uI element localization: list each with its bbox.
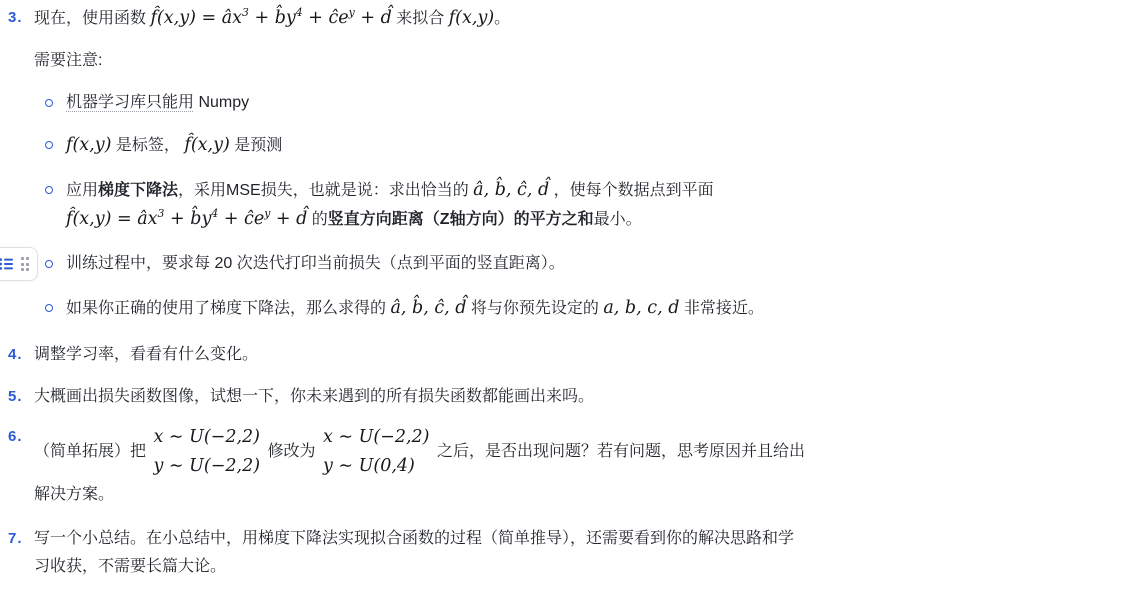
item-3-text: [34, 4, 1148, 33]
item-5-text: [34, 383, 1148, 411]
text-run: 写一个小总结。在小总结中，用梯度下降法实现拟合函数的过程（简单推导），还需要看到你的解决思路和学: [34, 530, 795, 547]
bullet-label-prediction-text: [66, 131, 1148, 160]
inline-math: f̂(x,y) = $âx^3$ + $b̂y^4$ + $ĉe^y$ + d̂: [150, 6, 392, 28]
text-run: 之后，是否出现问题？若有问题，思考原因并且给出: [432, 443, 805, 461]
text-run: 大概画出损失函数图像，试想一下，你未来遇到的所有损失函数都能画出来吗。: [34, 388, 595, 405]
text-run: ，采用MSE损失，也就是说：求出恰当的: [178, 182, 474, 199]
list-number-7: 7.: [8, 530, 23, 547]
bullet-close-params-text: [66, 294, 1148, 323]
block-handle-toolbar[interactable]: [0, 247, 38, 281]
bullet-print-loss: [34, 250, 1148, 278]
list-number-4: 4.: [8, 346, 23, 363]
text-run: 机器学习库只能用: [66, 94, 195, 111]
list-number-5: 5.: [8, 388, 23, 405]
list-item-4: [8, 341, 1148, 369]
bullet-marker-icon: [34, 250, 66, 268]
text-run: 非常接近。: [679, 300, 764, 317]
text-run: 梯度下降法: [98, 182, 179, 199]
item-6-text: [34, 423, 1148, 509]
inline-math: f̂(x,y): [184, 135, 230, 155]
list-item-5: [8, 383, 1148, 411]
text-run: 需要注意:: [34, 52, 103, 69]
bullet-label-prediction: [34, 131, 1148, 160]
text-run: 如果你正确的使用了梯度下降法，那么求得的: [66, 300, 391, 317]
inline-math: x ∼ U(−2,2) y ∼ U(−2,2): [153, 427, 261, 476]
bullet-numpy-text: [66, 89, 1148, 117]
item-3-note: [34, 47, 1148, 75]
text-run: 。: [494, 10, 511, 27]
item-4-text: [34, 341, 1148, 369]
inline-math: x ∼ U(−2,2) y ∼ U(0,4): [322, 427, 430, 476]
bullet-gradient-descent: [34, 176, 1148, 234]
bullet-marker-icon: [34, 89, 66, 107]
text-run: 修改为: [263, 443, 320, 461]
bulleted-list-icon[interactable]: [0, 257, 13, 271]
list-number-3: 3.: [8, 9, 23, 26]
bullet-close-params: [34, 294, 1148, 323]
inline-math: a, b, c, d: [603, 298, 680, 318]
list-number-6: 6.: [8, 428, 23, 445]
text-run: 是预测: [229, 137, 283, 154]
text-run: 应用: [66, 182, 99, 199]
inline-math: f(x,y): [66, 135, 112, 155]
bullet-marker-icon: [34, 131, 66, 149]
text-run: 最小。: [593, 211, 642, 228]
bullet-marker-icon: [34, 294, 66, 312]
text-run: Numpy: [194, 94, 250, 111]
text-run: 是标签，: [111, 137, 185, 154]
bullet-marker-icon: [34, 176, 66, 194]
text-run: 调整学习率，看看有什么变化。: [34, 346, 259, 363]
text-run: 解决方案。: [34, 486, 115, 503]
text-run: 现在，使用函数: [34, 10, 151, 27]
inline-math: f(x,y): [448, 8, 495, 28]
inline-math: â, b̂, ĉ, d̂: [390, 298, 467, 318]
list-item-6: [8, 423, 1148, 509]
text-run: 来拟合: [391, 10, 449, 27]
text-run: ，使每个数据点到平面: [549, 182, 714, 199]
text-run: 竖直方向距离（Z轴方向）的平方之和: [327, 211, 594, 228]
list-item-7: [8, 525, 1148, 581]
text-run: 训练过程中，要求每 20 次迭代打印当前损失（点到平面的竖直距离）。: [66, 255, 565, 272]
drag-dots-icon[interactable]: [21, 257, 30, 271]
text-run: 习收获，不需要长篇大论。: [34, 558, 227, 575]
inline-math: â, b̂, ĉ, d̂: [473, 180, 550, 200]
text-run: 将与你预先设定的: [466, 300, 604, 317]
text-run: 的: [307, 211, 328, 228]
bullet-print-loss-text: [66, 250, 1148, 278]
bullet-gradient-descent-text: [66, 176, 1148, 234]
list-item-3: [8, 4, 1148, 323]
item-7-text: [34, 525, 1148, 581]
text-run: （简单拓展）把: [34, 443, 151, 461]
bullet-numpy: [34, 89, 1148, 117]
inline-math: f̂(x,y) = $âx^3$ + $b̂y^4$ + $ĉe^y$ + d̂: [66, 207, 308, 229]
